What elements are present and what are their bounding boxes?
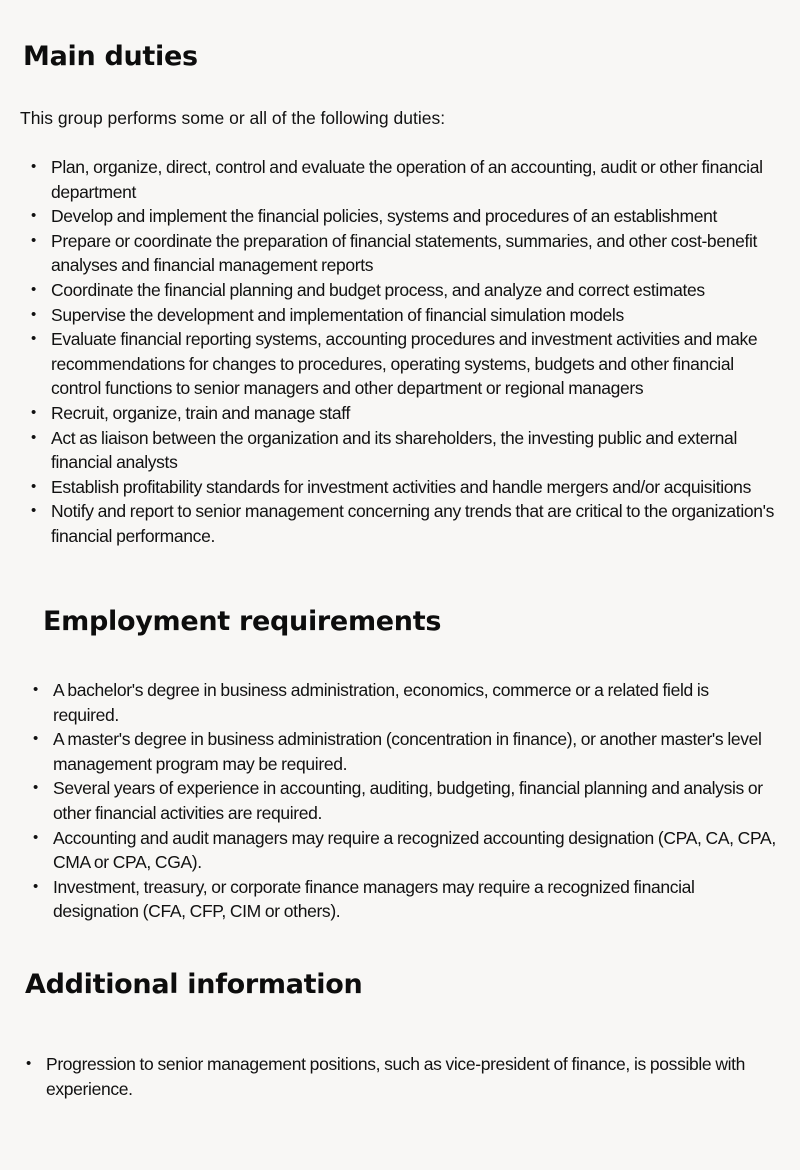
list-item-text: A master's degree in business administration (concentration in finance), or another master's level management program may be required. xyxy=(53,729,762,774)
list-item-text: Notify and report to senior management concerning any trends that are critical to the organization's financial performance. xyxy=(51,501,775,546)
list-item xyxy=(33,678,778,727)
section-title-additional-information: Additional information xyxy=(25,969,363,1000)
bullet-icon: • xyxy=(31,158,37,175)
list-item xyxy=(31,204,786,229)
list-item-text: Investment, treasury, or corporate finance managers may require a recognized financial designation (CFA, CFP, CIM or others). xyxy=(53,876,695,922)
section-title-employment-requirements: Employment requirements xyxy=(43,606,442,637)
bullet-icon: • xyxy=(31,477,37,495)
bullet-icon: • xyxy=(31,231,37,249)
list-item-text: Establish profitability standards for investment activities and handle mergers and/or acquisitions xyxy=(51,476,751,497)
list-item xyxy=(33,826,778,875)
bullet-icon: • xyxy=(31,305,37,323)
list-item-text: A bachelor's degree in business administration, economics, commerce or a related field is required. xyxy=(53,680,709,725)
list-item-text: Plan, organize, direct, control and evaluate the operation of an accounting, audit or other financial department xyxy=(51,157,763,202)
additional-information-list xyxy=(26,1052,746,1101)
list-item-text: Several years of experience in accounting, auditing, budgeting, financial planning and analysis or other financial activities are required. xyxy=(53,778,763,823)
list-item xyxy=(31,155,786,204)
list-item xyxy=(31,303,786,328)
list-item xyxy=(31,475,786,500)
list-item-text: Recruit, organize, train and manage staff xyxy=(51,402,350,423)
main-duties-intro: This group performs some or all of the following duties: xyxy=(20,108,446,128)
list-item xyxy=(31,401,786,426)
bullet-icon: • xyxy=(33,779,39,797)
list-item-text: Develop and implement the financial policies, systems and procedures of an establishment xyxy=(51,206,718,227)
list-item-text: Progression to senior management positions, such as vice-president of finance, is possible with experience. xyxy=(46,1054,746,1099)
bullet-icon: • xyxy=(31,330,37,348)
bullet-icon: • xyxy=(33,681,39,698)
list-item xyxy=(33,727,778,776)
bullet-icon: • xyxy=(33,730,39,748)
main-duties-list xyxy=(31,155,786,549)
bullet-icon: • xyxy=(31,428,37,446)
list-item-text: Supervise the development and implementation of financial simulation models xyxy=(51,304,624,325)
list-item xyxy=(31,426,786,475)
list-item xyxy=(26,1052,746,1101)
list-item-text: Evaluate financial reporting systems, accounting procedures and investment activities and make recommendations for changes to procedures, operating systems, budgets and other financial control functions to senior managers and other department or regional managers xyxy=(51,329,758,399)
list-item xyxy=(33,875,778,924)
bullet-icon: • xyxy=(31,403,37,421)
bullet-icon: • xyxy=(33,828,39,846)
list-item xyxy=(31,229,786,278)
bullet-icon: • xyxy=(26,1055,32,1072)
list-item xyxy=(31,499,786,548)
bullet-icon: • xyxy=(33,877,39,895)
list-item xyxy=(33,776,778,825)
list-item-text: Coordinate the financial planning and budget process, and analyze and correct estimates xyxy=(51,279,705,300)
bullet-icon: • xyxy=(31,280,37,298)
bullet-icon: • xyxy=(31,502,37,520)
list-item-text: Prepare or coordinate the preparation of financial statements, summaries, and other cost-benefit analyses and financial management reports xyxy=(51,230,758,276)
bullet-icon: • xyxy=(31,207,37,225)
list-item xyxy=(31,278,786,303)
list-item-text: Accounting and audit managers may require a recognized accounting designation (CPA, CA, CPA, CMA or CPA, CGA). xyxy=(53,827,776,873)
list-item-text: Act as liaison between the organization and its shareholders, the investing public and external financial analysts xyxy=(51,427,737,473)
list-item xyxy=(31,327,786,401)
employment-requirements-list xyxy=(33,678,778,924)
section-title-main-duties: Main duties xyxy=(23,41,198,72)
